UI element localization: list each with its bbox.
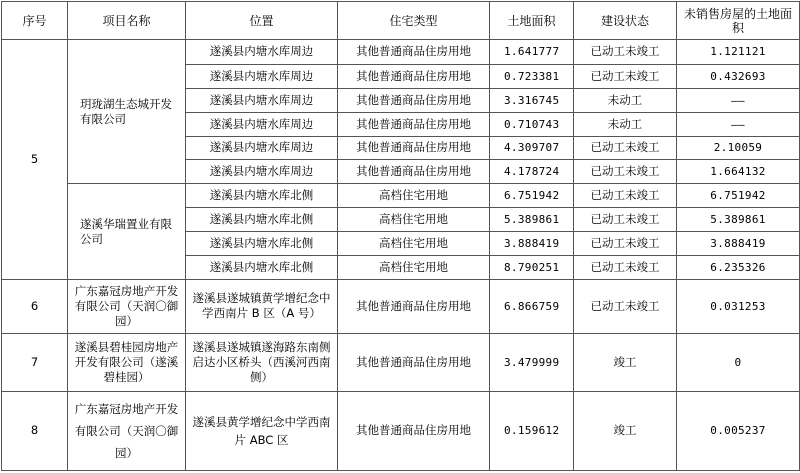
type-cell: 其他普通商品住房用地 <box>338 136 490 160</box>
location-cell: 遂溪县内塘水库北侧 <box>186 232 338 256</box>
status-cell: 已动工未竣工 <box>574 255 677 279</box>
unsold-cell: 2.10059 <box>677 136 800 160</box>
location-cell: 遂溪县内塘水库周边 <box>186 40 338 65</box>
location-cell: 遂溪县内塘水库周边 <box>186 112 338 136</box>
unsold-cell: 6.235326 <box>677 255 800 279</box>
area-cell: 3.479999 <box>490 333 574 391</box>
status-cell: 竣工 <box>574 333 677 391</box>
area-cell: 0.159612 <box>490 391 574 470</box>
project-name: 遂溪县碧桂园房地产开发有限公司（遂溪碧桂园） <box>68 333 186 391</box>
type-cell: 高档住宅用地 <box>338 184 490 208</box>
location-cell: 遂溪县内塘水库北侧 <box>186 184 338 208</box>
area-cell: 6.866759 <box>490 279 574 333</box>
location-cell: 遂溪县遂城镇遂海路东南侧启达小区桥头（西溪河西南侧） <box>186 333 338 391</box>
area-cell: 0.710743 <box>490 112 574 136</box>
area-cell: 5.389861 <box>490 208 574 232</box>
type-cell: 高档住宅用地 <box>338 255 490 279</box>
table-row <box>2 391 800 470</box>
location-cell: 遂溪县内塘水库周边 <box>186 64 338 88</box>
area-cell: 4.178724 <box>490 160 574 184</box>
project-name: 广东嘉冠房地产开发有限公司（天润〇御园） <box>68 279 186 333</box>
unsold-cell: 5.389861 <box>677 208 800 232</box>
location-cell: 遂溪县黄学增纪念中学西南片 ABC 区 <box>186 391 338 470</box>
unsold-cell: 3.888419 <box>677 232 800 256</box>
area-cell: 3.316745 <box>490 88 574 112</box>
land-area-table <box>1 1 800 471</box>
unsold-cell: 1.121121 <box>677 40 800 65</box>
header-row <box>2 2 800 40</box>
unsold-cell: 0.432693 <box>677 64 800 88</box>
status-cell: 已动工未竣工 <box>574 208 677 232</box>
header-location: 位置 <box>186 2 338 40</box>
location-cell: 遂溪县内塘水库周边 <box>186 88 338 112</box>
header-area: 土地面积 <box>490 2 574 40</box>
unsold-cell: 0 <box>677 333 800 391</box>
location-cell: 遂溪县内塘水库北侧 <box>186 255 338 279</box>
unsold-cell: —— <box>677 112 800 136</box>
type-cell: 高档住宅用地 <box>338 232 490 256</box>
table-row <box>2 40 800 65</box>
status-cell: 已动工未竣工 <box>574 184 677 208</box>
status-cell: 已动工未竣工 <box>574 279 677 333</box>
location-cell: 遂溪县内塘水库周边 <box>186 160 338 184</box>
table-row <box>2 184 800 208</box>
area-cell: 4.309707 <box>490 136 574 160</box>
unsold-cell: 1.664132 <box>677 160 800 184</box>
type-cell: 其他普通商品住房用地 <box>338 160 490 184</box>
status-cell: 已动工未竣工 <box>574 232 677 256</box>
unsold-cell: 0.005237 <box>677 391 800 470</box>
unsold-cell: 0.031253 <box>677 279 800 333</box>
row-number: 6 <box>2 279 68 333</box>
table-row <box>2 279 800 333</box>
project-name: 广东嘉冠房地产开发有限公司（天润〇御园） <box>68 391 186 470</box>
header-unsold: 未销售房屋的土地面积 <box>677 2 800 40</box>
status-cell: 已动工未竣工 <box>574 40 677 65</box>
project-name: 玥珑湖生态城开发有限公司 <box>68 40 186 184</box>
location-cell: 遂溪县内塘水库周边 <box>186 136 338 160</box>
table-row <box>2 333 800 391</box>
header-type: 住宅类型 <box>338 2 490 40</box>
area-cell: 6.751942 <box>490 184 574 208</box>
unsold-cell: 6.751942 <box>677 184 800 208</box>
status-cell: 已动工未竣工 <box>574 136 677 160</box>
type-cell: 其他普通商品住房用地 <box>338 112 490 136</box>
area-cell: 0.723381 <box>490 64 574 88</box>
row-number: 7 <box>2 333 68 391</box>
type-cell: 其他普通商品住房用地 <box>338 391 490 470</box>
area-cell: 8.790251 <box>490 255 574 279</box>
row-number: 8 <box>2 391 68 470</box>
status-cell: 未动工 <box>574 112 677 136</box>
location-cell: 遂溪县内塘水库北侧 <box>186 208 338 232</box>
area-cell: 1.641777 <box>490 40 574 65</box>
unsold-cell: —— <box>677 88 800 112</box>
type-cell: 其他普通商品住房用地 <box>338 40 490 65</box>
location-cell: 遂溪县遂城镇黄学增纪念中学西南片 B 区（A 号） <box>186 279 338 333</box>
header-status: 建设状态 <box>574 2 677 40</box>
status-cell: 已动工未竣工 <box>574 64 677 88</box>
type-cell: 其他普通商品住房用地 <box>338 64 490 88</box>
header-no: 序号 <box>2 2 68 40</box>
area-cell: 3.888419 <box>490 232 574 256</box>
status-cell: 已动工未竣工 <box>574 160 677 184</box>
header-project: 项目名称 <box>68 2 186 40</box>
type-cell: 高档住宅用地 <box>338 208 490 232</box>
type-cell: 其他普通商品住房用地 <box>338 279 490 333</box>
status-cell: 竣工 <box>574 391 677 470</box>
status-cell: 未动工 <box>574 88 677 112</box>
row-number: 5 <box>2 40 68 280</box>
type-cell: 其他普通商品住房用地 <box>338 88 490 112</box>
project-name: 遂溪华瑞置业有限公司 <box>68 184 186 280</box>
type-cell: 其他普通商品住房用地 <box>338 333 490 391</box>
